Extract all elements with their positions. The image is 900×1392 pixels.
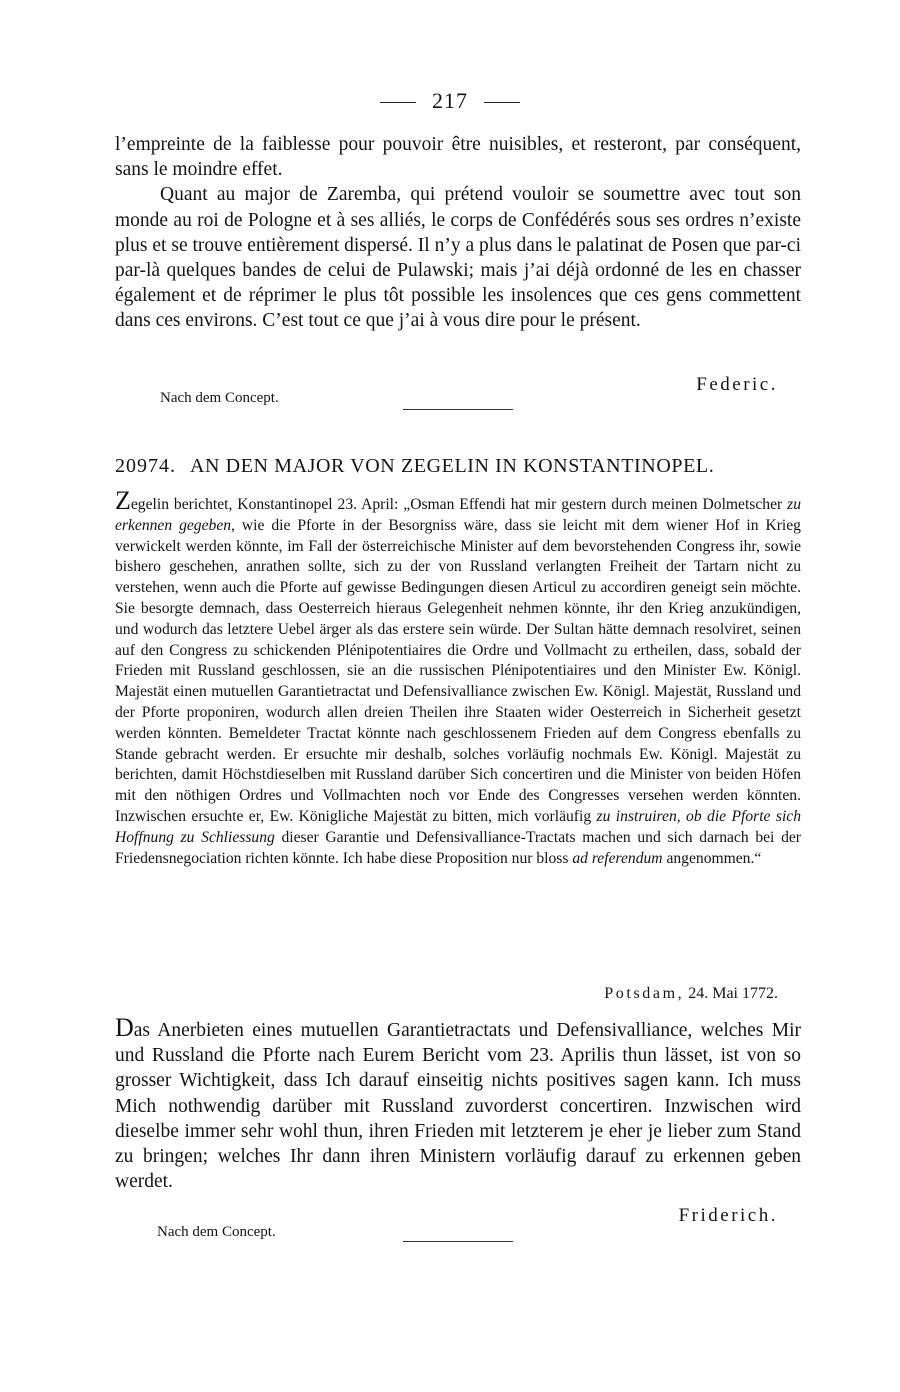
continued-paragraph: l’empreinte de la faiblesse pour pouvoir être nuisibles, et resteront, par conséquent, sans le moindre effet.	[115, 134, 801, 181]
report-closing: angenommen.“	[662, 849, 762, 867]
signature-friderich: Friderich.	[678, 1205, 778, 1226]
signature-federic: Federic.	[696, 374, 778, 395]
separator-2	[403, 1241, 513, 1242]
document-title: AN DEN MAJOR VON ZEGELIN IN KONSTANTINOPEL.	[190, 455, 715, 477]
separator-1	[403, 409, 513, 410]
report-italic-3: ad referendum	[572, 849, 663, 867]
report-body-2: dieser Garantie und Defensivalliance-Tractats machen und sich darnach bei der Friedensnegociation richten könnte. Ich habe diese Proposition nur bloss	[115, 828, 801, 867]
source-note-1: Nach dem Concept.	[160, 390, 279, 406]
king-letter	[115, 1015, 801, 1194]
report-body: , wie die Pforte in der Besorgniss wäre, dass sie leicht mit dem wiener Hof in Krieg verwickelt werden könnte, im Fall der österreichische Minister auf dem bevorstehenden Congress ihr, sowie bishero geschehen, anrathen sollte, sich zu der von Russland verlangten Freiheit der Tartarn nicht zu verstehen, wenn auch die Pforte auf gewisse Bedingungen diesen Articul zu accordiren geneigt sein möchte. Sie besorgte demnach, dass Oesterreich hieraus Gelegenheit nehmen könnte, ihr den Krieg anzukündigen, und wodurch das letztere Uebel ärger als das erstere sein würde. Der Sultan hätte demnach resolviret, seinen auf den Congress zu schickenden Plénipotentiaires die Ordre und Vollmacht zu ertheilen, dass, sobald der Frieden mit Russland geschlossen, sie an die russischen Plénipotentiaires und den Minister Ew. Königl. Majestät einen mutuellen Garantietractat und Defensivalliance zwischen Ew. Königl. Majestät, Russland und der Pforte proponiren, wodurch allen dreien Theilen ihre Staaten wider Oesterreich in Sicherheit gesetzt werden könnten. Bemeldeter Tractat könnte nach geschlossenem Frieden auf dem Congress ebenfalls zu Stande gebracht werden. Er ersuchte mir deshalb, solches vorläufig nochmals Ew. Königl. Majestät zu berichten, damit Höchstdieselben mit Russland darüber Sich concertiren und die Minister von beiden Höfen mit den nöthigen Ordres und Vollmachten noch vor Ende des Congresses versehen werden könnten. Inzwischen ersuchte er, Ew. Königliche Majestät zu bitten, mich vorläufig	[115, 516, 801, 825]
zaremba-paragraph: Quant au major de Zaremba, qui prétend vouloir se soumettre avec tout son monde au roi de Pologne et à ses alliés, le corps de Confédérés sous ses ordres n’existe plus et se trouve entièrement dispersé. Il n’y a plus dans le palatinat de Posen que par-ci par-là quelques bandes de celui de Pulawski; mais j’ai déjà ordonné de les en chasser également et de réprimer le plus tôt possible les insolences que ces gens commettent dans ces environs. C’est tout ce que j’ai à vous dire pour le présent.	[115, 184, 801, 332]
dateline	[604, 985, 778, 1003]
dateline-date: 24. Mai 1772.	[688, 985, 778, 1002]
report-italic-2: zu instruiren, ob die Pforte sich Hoffnung zu Schliessung	[115, 807, 801, 846]
page-number: 217	[432, 88, 468, 113]
report-summary	[115, 488, 801, 869]
source-note-2: Nach dem Concept.	[157, 1224, 276, 1240]
document-heading	[115, 455, 815, 478]
page-header	[0, 88, 900, 114]
letter-text: as Anerbieten eines mutuellen Garantietractats und Defensivalliance, welches Mir und Russland die Pforte nach Eurem Bericht vom 23. Aprilis thun lässet, ist von so grosser Wichtigkeit, dass Ich darauf einseitig nichts positives sagen kann. Ich muss Mich nothwendig darüber mit Russland zuvorderst concertiren. Inzwischen wird dieselbe immer sehr wohl thun, ihren Frieden mit letzterem je eher je lieber zum Stand zu bringen; welches Ihr dann ihren Ministern vorläufig darauf zu erkennen geben werdet.	[115, 1020, 801, 1193]
header-rule-right	[484, 102, 520, 103]
report-dropcap: Z	[115, 486, 131, 515]
document-number: 20974.	[115, 455, 176, 477]
dateline-place: Potsdam,	[604, 985, 685, 1002]
continued-letter	[115, 132, 801, 334]
letter-dropcap: D	[115, 1013, 134, 1042]
header-rule-left	[380, 102, 416, 103]
report-italic-1: zu erkennen gegeben	[115, 496, 801, 534]
report-intro: egelin berichtet, Konstantinopel 23. April: „Osman Effendi hat mir gestern durch meinen Dolmetscher	[130, 496, 788, 513]
